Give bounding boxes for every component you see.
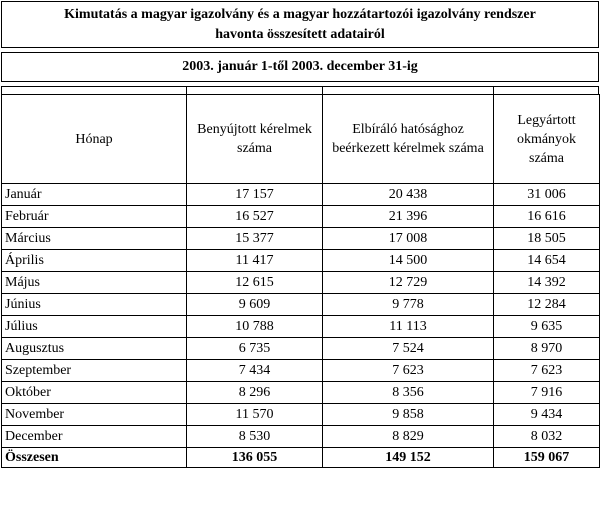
received-cell: 9 858 bbox=[323, 404, 494, 426]
month-cell: December bbox=[2, 426, 187, 448]
total-label: Összesen bbox=[2, 448, 187, 468]
total-received: 149 152 bbox=[323, 448, 494, 468]
table-row bbox=[2, 404, 600, 426]
produced-cell: 8 970 bbox=[494, 338, 600, 360]
month-cell: November bbox=[2, 404, 187, 426]
produced-cell: 14 654 bbox=[494, 250, 600, 272]
produced-cell: 12 284 bbox=[494, 294, 600, 316]
submitted-cell: 17 157 bbox=[187, 184, 323, 206]
month-cell: Október bbox=[2, 382, 187, 404]
received-cell: 20 438 bbox=[323, 184, 494, 206]
period-text: 2003. január 1-től 2003. december 31-ig bbox=[182, 59, 418, 74]
total-submitted: 136 055 bbox=[187, 448, 323, 468]
produced-cell: 7 623 bbox=[494, 360, 600, 382]
header-submitted: Benyújtott kérelmek száma bbox=[187, 95, 323, 184]
month-cell: Április bbox=[2, 250, 187, 272]
received-cell: 11 113 bbox=[323, 316, 494, 338]
produced-cell: 31 006 bbox=[494, 184, 600, 206]
month-cell: Január bbox=[2, 184, 187, 206]
submitted-cell: 10 788 bbox=[187, 316, 323, 338]
month-cell: Június bbox=[2, 294, 187, 316]
title-box bbox=[1, 1, 599, 48]
month-cell: Május bbox=[2, 272, 187, 294]
received-cell: 12 729 bbox=[323, 272, 494, 294]
table-row bbox=[2, 250, 600, 272]
month-cell: Augusztus bbox=[2, 338, 187, 360]
received-cell: 17 008 bbox=[323, 228, 494, 250]
month-cell: Szeptember bbox=[2, 360, 187, 382]
produced-cell: 7 916 bbox=[494, 382, 600, 404]
title-line-2: havonta összesített adatairól bbox=[215, 27, 385, 42]
header-month: Hónap bbox=[2, 95, 187, 184]
submitted-cell: 7 434 bbox=[187, 360, 323, 382]
submitted-cell: 8 296 bbox=[187, 382, 323, 404]
received-cell: 8 829 bbox=[323, 426, 494, 448]
table-row bbox=[2, 184, 600, 206]
header-received: Elbíráló hatósághoz beérkezett kérelmek száma bbox=[323, 95, 494, 184]
received-cell: 9 778 bbox=[323, 294, 494, 316]
title-line-1: Kimutatás a magyar igazolvány és a magyar hozzátartozói igazolvány rendszer bbox=[64, 7, 536, 22]
header-row bbox=[2, 95, 600, 184]
received-cell: 21 396 bbox=[323, 206, 494, 228]
table-row bbox=[2, 294, 600, 316]
period-box bbox=[1, 52, 599, 82]
received-cell: 7 524 bbox=[323, 338, 494, 360]
submitted-cell: 11 417 bbox=[187, 250, 323, 272]
submitted-cell: 16 527 bbox=[187, 206, 323, 228]
submitted-cell: 11 570 bbox=[187, 404, 323, 426]
produced-cell: 16 616 bbox=[494, 206, 600, 228]
produced-cell: 9 434 bbox=[494, 404, 600, 426]
produced-cell: 18 505 bbox=[494, 228, 600, 250]
table-row bbox=[2, 338, 600, 360]
month-cell: Július bbox=[2, 316, 187, 338]
table-row bbox=[2, 382, 600, 404]
total-produced: 159 067 bbox=[494, 448, 600, 468]
received-cell: 8 356 bbox=[323, 382, 494, 404]
produced-cell: 9 635 bbox=[494, 316, 600, 338]
table-row bbox=[2, 206, 600, 228]
total-row bbox=[2, 448, 600, 468]
submitted-cell: 9 609 bbox=[187, 294, 323, 316]
data-table bbox=[1, 94, 600, 468]
spacer-row bbox=[1, 86, 599, 94]
table-row bbox=[2, 228, 600, 250]
received-cell: 7 623 bbox=[323, 360, 494, 382]
month-cell: Március bbox=[2, 228, 187, 250]
table-row bbox=[2, 426, 600, 448]
submitted-cell: 6 735 bbox=[187, 338, 323, 360]
table-row bbox=[2, 360, 600, 382]
produced-cell: 8 032 bbox=[494, 426, 600, 448]
produced-cell: 14 392 bbox=[494, 272, 600, 294]
table-row bbox=[2, 272, 600, 294]
table-row bbox=[2, 316, 600, 338]
month-cell: Február bbox=[2, 206, 187, 228]
submitted-cell: 12 615 bbox=[187, 272, 323, 294]
submitted-cell: 8 530 bbox=[187, 426, 323, 448]
header-produced: Legyártott okmányok száma bbox=[494, 95, 600, 184]
submitted-cell: 15 377 bbox=[187, 228, 323, 250]
received-cell: 14 500 bbox=[323, 250, 494, 272]
